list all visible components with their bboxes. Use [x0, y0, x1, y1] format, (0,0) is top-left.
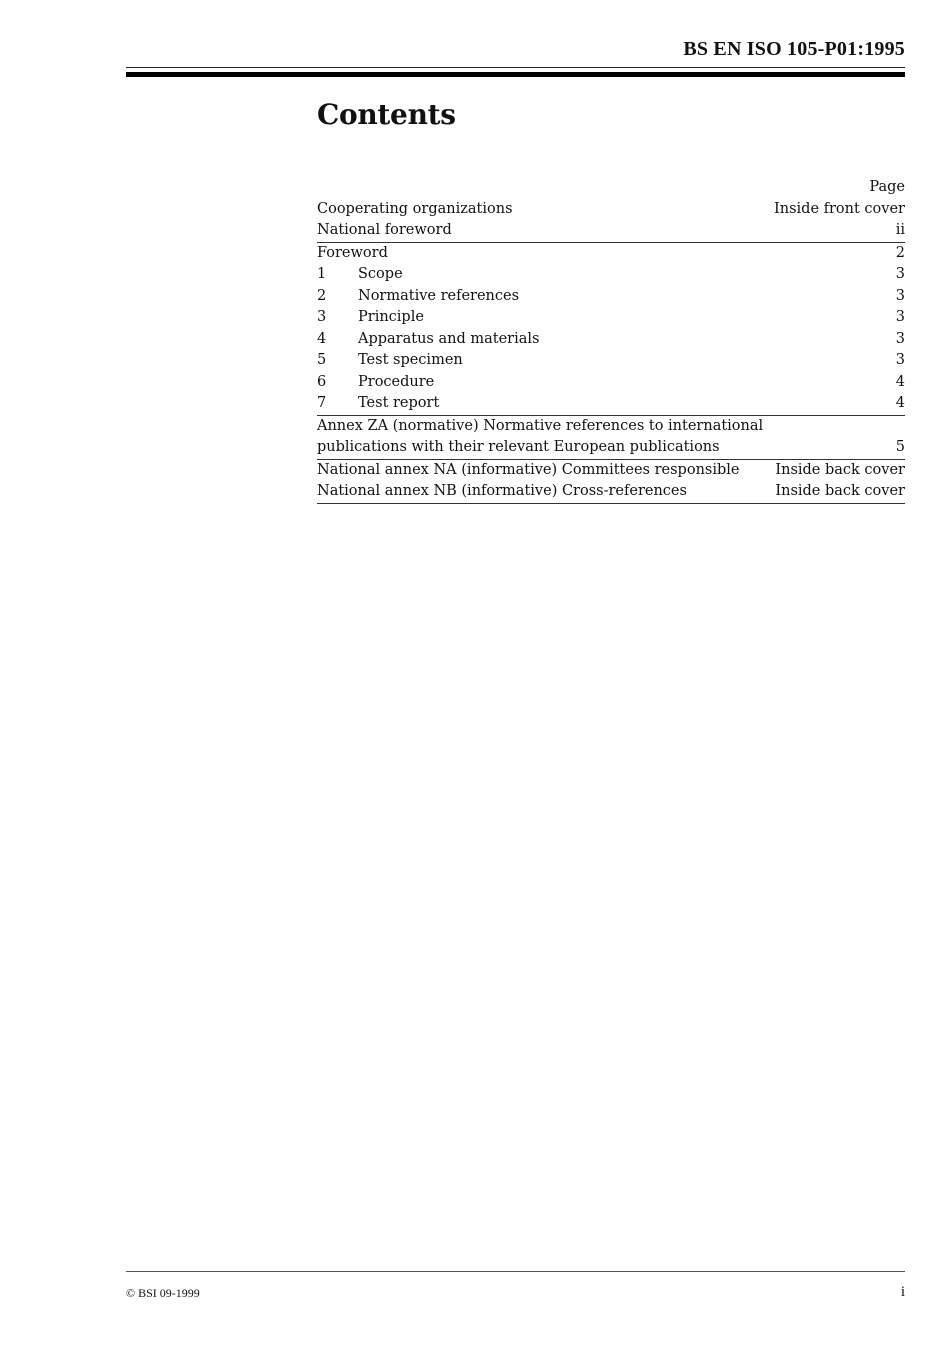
toc-entry[interactable] [317, 286, 905, 308]
toc-entry-page: 5 [895, 439, 905, 455]
toc-entry-number: 3 [317, 309, 327, 325]
toc-entry[interactable] [317, 220, 905, 243]
toc-entry-page: 3 [895, 309, 905, 325]
toc-entry-page: 2 [895, 244, 905, 261]
toc-entry[interactable] [317, 481, 905, 504]
toc-entry-number: 6 [317, 373, 327, 390]
toc-entry-page: Inside back cover [775, 483, 905, 499]
toc-entry-page: 3 [895, 352, 905, 368]
header-thick-rule [126, 72, 905, 77]
toc-entry[interactable] [317, 243, 905, 265]
toc-entry-number: 1 [317, 266, 327, 282]
toc-entry-label: National annex NA (informative) Committees responsible [317, 461, 740, 478]
toc-entry-label: Test report [358, 395, 440, 411]
header-thin-rule [126, 67, 905, 68]
toc-entry-label: Cooperating organizations [317, 200, 513, 217]
toc-entry-page: 4 [895, 373, 905, 390]
toc-entry[interactable] [317, 372, 905, 394]
toc-entry-label: Principle [358, 309, 424, 325]
toc-entry-label: Scope [358, 266, 403, 282]
toc-page-heading: Page [869, 179, 905, 195]
toc-entry[interactable] [317, 199, 905, 221]
toc-entry[interactable] [317, 460, 905, 482]
toc-entry[interactable] [317, 264, 905, 286]
toc-entry[interactable] [317, 307, 905, 329]
document-id: BS EN ISO 105-P01:1995 [683, 38, 905, 60]
toc-entry-page: 3 [895, 266, 905, 282]
toc-entry[interactable] [317, 416, 905, 460]
toc-entry-label: Procedure [358, 373, 435, 390]
footer-rule [126, 1271, 905, 1272]
toc-entry-label: Foreword [317, 244, 388, 261]
toc-entry-label: Apparatus and materials [358, 330, 540, 347]
toc-entry-label: National foreword [317, 222, 452, 238]
page-title: Contents [317, 98, 456, 131]
toc-entry-number: 7 [317, 395, 327, 411]
toc-entry[interactable] [317, 393, 905, 416]
toc-entry-page: 3 [895, 287, 905, 304]
toc-entry-page: ii [895, 222, 905, 238]
copyright-notice: © BSI 09-1999 [126, 1286, 200, 1300]
toc-entry-label: Normative references [358, 287, 520, 304]
toc-entry[interactable] [317, 350, 905, 372]
table-of-contents [317, 177, 905, 504]
toc-entry-page: Inside back cover [775, 461, 905, 478]
toc-entry-label: Annex ZA (normative) Normative references to international publications with their relevant European publications [317, 417, 764, 455]
toc-entry-number: 4 [317, 330, 327, 347]
toc-entry[interactable] [317, 329, 905, 351]
toc-entry-page: 3 [895, 330, 905, 347]
toc-entry-label: National annex NB (informative) Cross-references [317, 483, 687, 499]
toc-entry-label: Test specimen [358, 352, 463, 368]
toc-entry-page: 4 [895, 395, 905, 411]
toc-entry-page: Inside front cover [774, 200, 905, 217]
page-number: i [900, 1284, 905, 1300]
toc-entry-number: 2 [317, 287, 327, 304]
toc-entry-number: 5 [317, 352, 327, 368]
